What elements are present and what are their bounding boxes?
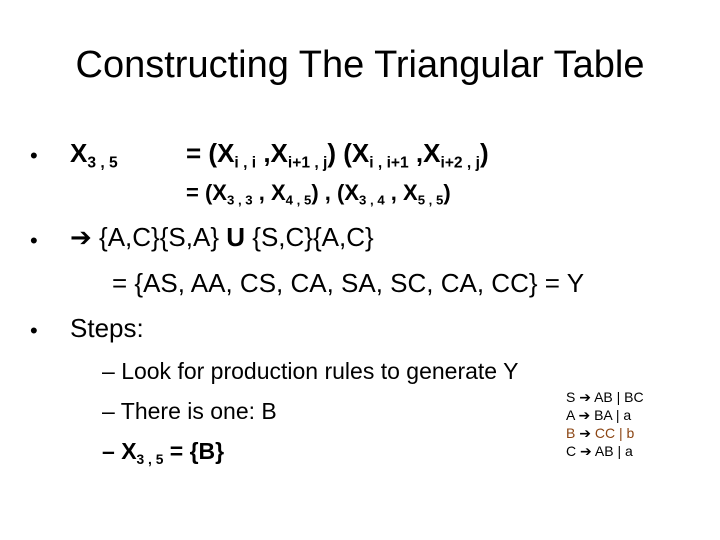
grammar-rules [566,388,644,460]
set-result-line: = {AS, AA, CS, CA, SA, SC, CA, CC} = Y [112,268,585,298]
right-arrow-icon: ➔ [580,443,592,459]
right-arrow-icon: ➔ [70,222,92,252]
highlighted-rhs: CC | b [594,425,635,441]
rule-c: C ➔ AB | a [566,443,633,459]
step-3: – $X_{3 , 5} = \{B\}$ [102,438,225,467]
right-arrow-icon: ➔ [579,389,591,405]
step-1: – Look for production rules to generate Y [102,358,519,384]
bullet-marker: • [30,318,38,343]
step-2: – There is one: B [102,398,277,424]
bullet-marker: • [30,143,38,168]
instantiated-line: = ($X_{3 , 3}$ , $X_{4 , 5}$) , ($X_{3 , 4}$ , $X_{5 , 5}$) [186,180,451,208]
set-product-line: ➔ {A,C}{S,A} U {S,C}{A,C} [70,222,374,252]
slide-title: Constructing The Triangular Table [75,44,645,86]
right-arrow-icon: ➔ [578,407,591,423]
right-arrow-icon: ➔ [579,425,591,441]
bullet-marker: • [30,228,38,253]
rule-b: B ➔ CC | b [566,425,635,441]
x35-label: $X_{3 , 5}$ [70,138,118,172]
rule-a: A ➔ BA | a [566,407,632,423]
steps-label: Steps: [70,313,144,343]
rule-s: S ➔ AB | BC [566,389,644,405]
recurrence-line: = ($X_{i , i}$ $,X_{i+1 , j}$) ($X_{i , i+1}$ $,X_{i+2 , j}$) [186,138,489,172]
